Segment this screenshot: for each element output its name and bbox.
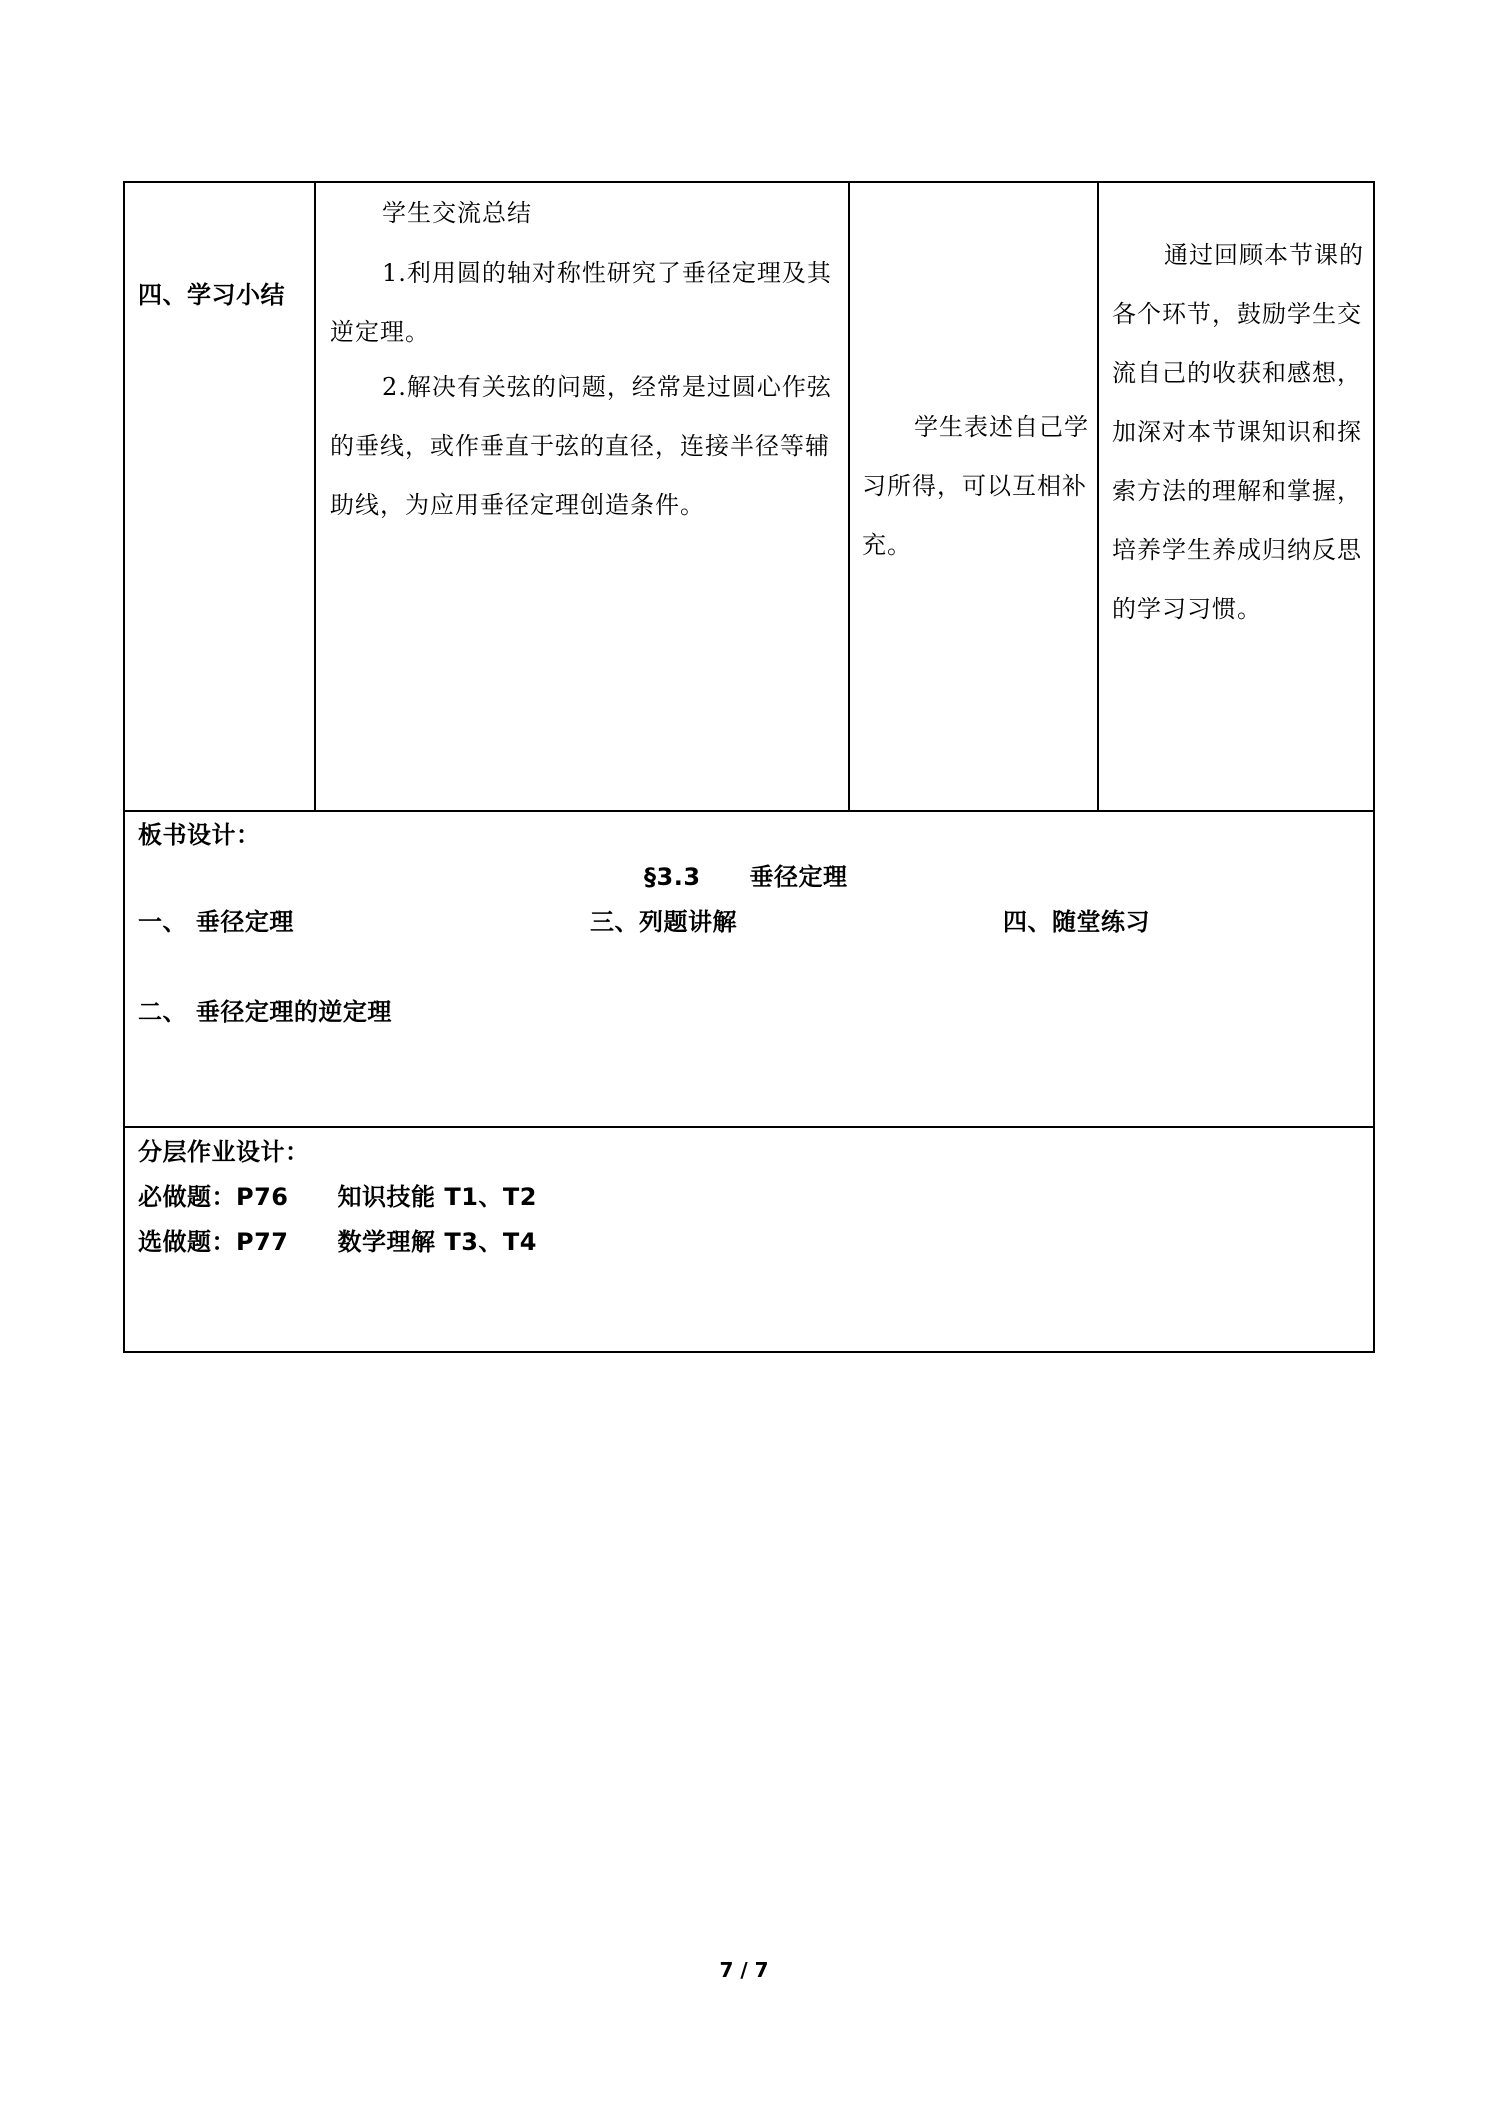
column-divider-2 — [848, 181, 850, 811]
row-divider-summary — [123, 810, 1375, 812]
summary-point-1: 1.利用圆的轴对称性研究了垂径定理及其逆定理。 — [330, 259, 832, 346]
homework-required: 必做题：P76 知识技能 T1、T2 — [138, 1183, 537, 1211]
board-design-title: §3.3 垂径定理 — [644, 863, 848, 891]
board-item-4: 四、随堂练习 — [1003, 908, 1150, 936]
stage-label: 四、学习小结 — [138, 281, 285, 309]
column-divider-1 — [314, 181, 316, 811]
board-item-3: 三、列题讲解 — [590, 908, 737, 936]
homework-label: 分层作业设计： — [138, 1138, 310, 1166]
row-divider-board — [123, 1126, 1375, 1128]
student-activity-text: 学生表述自己学习所得，可以互相补充。 — [862, 413, 1089, 559]
summary-heading: 学生交流总结 — [382, 199, 532, 227]
board-item-1: 一、 垂径定理 — [138, 908, 294, 936]
board-item-2: 二、 垂径定理的逆定理 — [138, 998, 392, 1026]
page-number: 7 / 7 — [719, 1958, 769, 1982]
board-design-label: 板书设计： — [138, 821, 261, 849]
summary-point-2: 2.解决有关弦的问题，经常是过圆心作弦的垂线，或作垂直于弦的直径，连接半径等辅助线，为应用垂径定理创造条件。 — [330, 373, 832, 519]
column-divider-3 — [1097, 181, 1099, 811]
design-intent-text: 通过回顾本节课的各个环节，鼓励学生交流自己的收获和感想，加深对本节课知识和探索方法的理解和掌握，培养学生养成归纳反思的学习习惯。 — [1112, 241, 1364, 623]
homework-optional: 选做题：P77 数学理解 T3、T4 — [138, 1228, 537, 1256]
